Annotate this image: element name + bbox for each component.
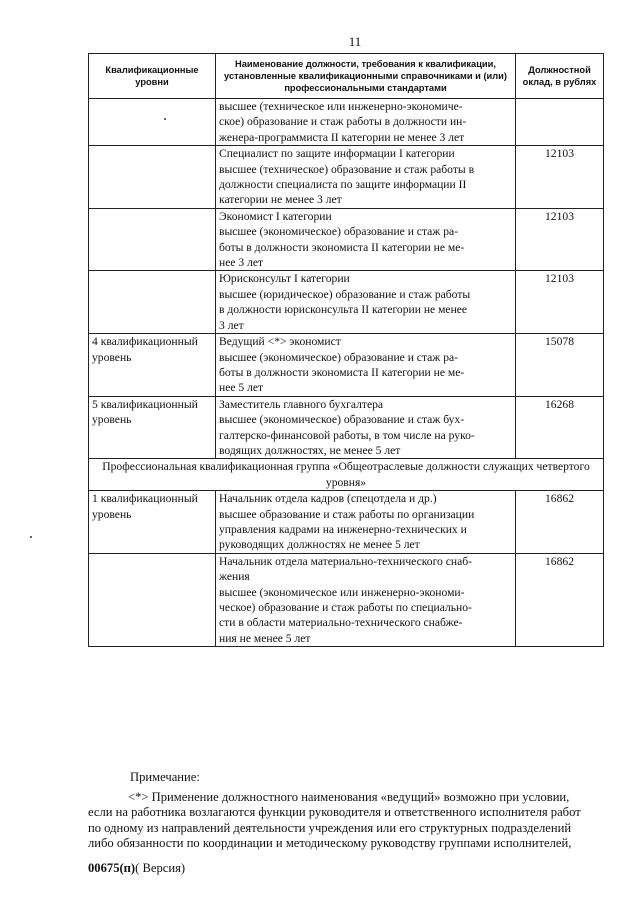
position-description-cell [216,491,516,554]
document-version: ( Версия) [135,861,186,875]
table-row [89,99,604,146]
table-row [89,491,604,554]
description-line: высшее (экономическое) образование и стаж ра- [219,225,459,239]
description-line: категории не менее 3 лет [219,193,342,207]
position-description-cell [216,396,516,459]
description-line: галтерско-финансовой работы, в том числе на руко- [219,428,475,442]
description-line: высшее (техническое) образование и стаж работы в [219,162,475,176]
description-line: управления кадрами на инженерно-технических и [219,522,467,536]
qualification-level-cell: 5 квалификационный уровень [89,396,216,459]
qualification-level-cell [89,271,216,334]
qualification-level-cell: 1 квалификационный уровень [89,491,216,554]
header-level: Квалификационные уровни [89,54,216,99]
page-number: 11 [348,34,362,49]
qualification-level-cell: 4 квалификационный уровень [89,334,216,397]
salary-cell: 16862 [516,553,604,646]
description-line: должности специалиста по защите информации II [219,178,467,192]
note-line: по одному из направлений деятельности учреждения или его структурных подразделений [88,820,572,835]
salary-cell: 12103 [516,271,604,334]
description-line: боты в должности экономиста II категории не ме- [219,240,465,254]
description-line: ческое) образование и стаж работы по специально- [219,601,472,614]
table-row [89,553,604,646]
scan-speck [30,536,32,538]
qualification-level-cell [89,553,216,646]
scan-speck [164,118,166,120]
description-line: нее 3 лет [219,256,264,270]
description-line: 3 лет [219,318,244,332]
description-line: высшее (юридическое) образование и стаж работы [219,287,471,301]
description-line: руководящих должностях не менее 5 лет [219,538,420,552]
description-line: ния не менее 5 лет [219,631,311,645]
description-line: высшее образование и стаж работы по организации [219,507,475,521]
position-description-cell [216,271,516,334]
qualification-level-cell [89,99,216,146]
description-line: Начальник отдела кадров (спецотдела и др.) [219,492,437,506]
note-label: Примечание: [130,770,200,784]
group-title-row [89,459,604,491]
table-row [89,146,604,209]
description-line: Юрисконсульт I категории [219,272,350,286]
description-line: сти в области материально-технического снабже- [219,616,463,630]
salary-cell: 15078 [516,334,604,397]
table-header-row [89,54,604,99]
description-line: жения [219,570,250,584]
description-line: водящих должностях, не менее 5 лет [219,443,401,457]
description-line: Начальник отдела материально-технического снаб- [219,554,473,568]
qualification-level-cell [89,208,216,271]
header-salary: Должностной оклад, в рублях [516,54,604,99]
salary-cell: 16862 [516,491,604,554]
header-description: Наименование должности, требования к квалификации, установленные квалификационными справочниками и (или) профессиональными стандартами [216,54,516,99]
position-description-cell [216,553,516,646]
description-line: высшее (техническое или инженерно-экономиче- [219,100,463,113]
description-line: в должности юрисконсульта II категории не менее [219,303,468,317]
description-line: Специалист по защите информации I категории [219,147,455,161]
description-line: высшее (экономическое или инженерно-экономи- [219,585,465,599]
note-line: если на работника возлагаются функции руководителя и ответственного исполнителя работ [88,805,581,820]
note-line: <*> Применение должностного наименования «ведущий» возможно при условии, [128,790,570,804]
note-text [88,790,603,852]
salary-cell: 12103 [516,146,604,209]
description-line: Ведущий <*> экономист [219,335,341,349]
table-row [89,396,604,459]
description-line: нее 5 лет [219,381,264,395]
position-description-cell [216,334,516,397]
description-line: высшее (экономическое) образование и стаж бух- [219,413,465,427]
salary-cell: 12103 [516,208,604,271]
description-line: Экономист I категории [219,209,332,223]
table-row [89,271,604,334]
description-line: ское) образование и стаж работы в должности ин- [219,115,467,129]
qualification-level-cell [89,146,216,209]
position-description-cell [216,99,516,146]
note-line: либо обязанности по координации и методическому руководству группами исполнителей, [88,836,572,851]
description-line: высшее (экономическое) образование и стаж ра- [219,350,459,364]
footer [88,861,185,876]
salary-table [88,53,604,647]
salary-cell: 16268 [516,396,604,459]
group-title: Профессиональная квалификационная группа «Общеотраслевые должности служащих четвертого уровня» [89,459,604,491]
description-line: боты в должности экономиста II категории не ме- [219,365,465,379]
description-line: женера-программиста II категории не менее 3 лет [219,130,465,144]
position-description-cell [216,208,516,271]
table-row [89,208,604,271]
document-code: 00675(п) [88,861,136,875]
position-description-cell [216,146,516,209]
table-row [89,334,604,397]
salary-cell [516,99,604,146]
description-line: Заместитель главного бухгалтера [219,397,384,411]
